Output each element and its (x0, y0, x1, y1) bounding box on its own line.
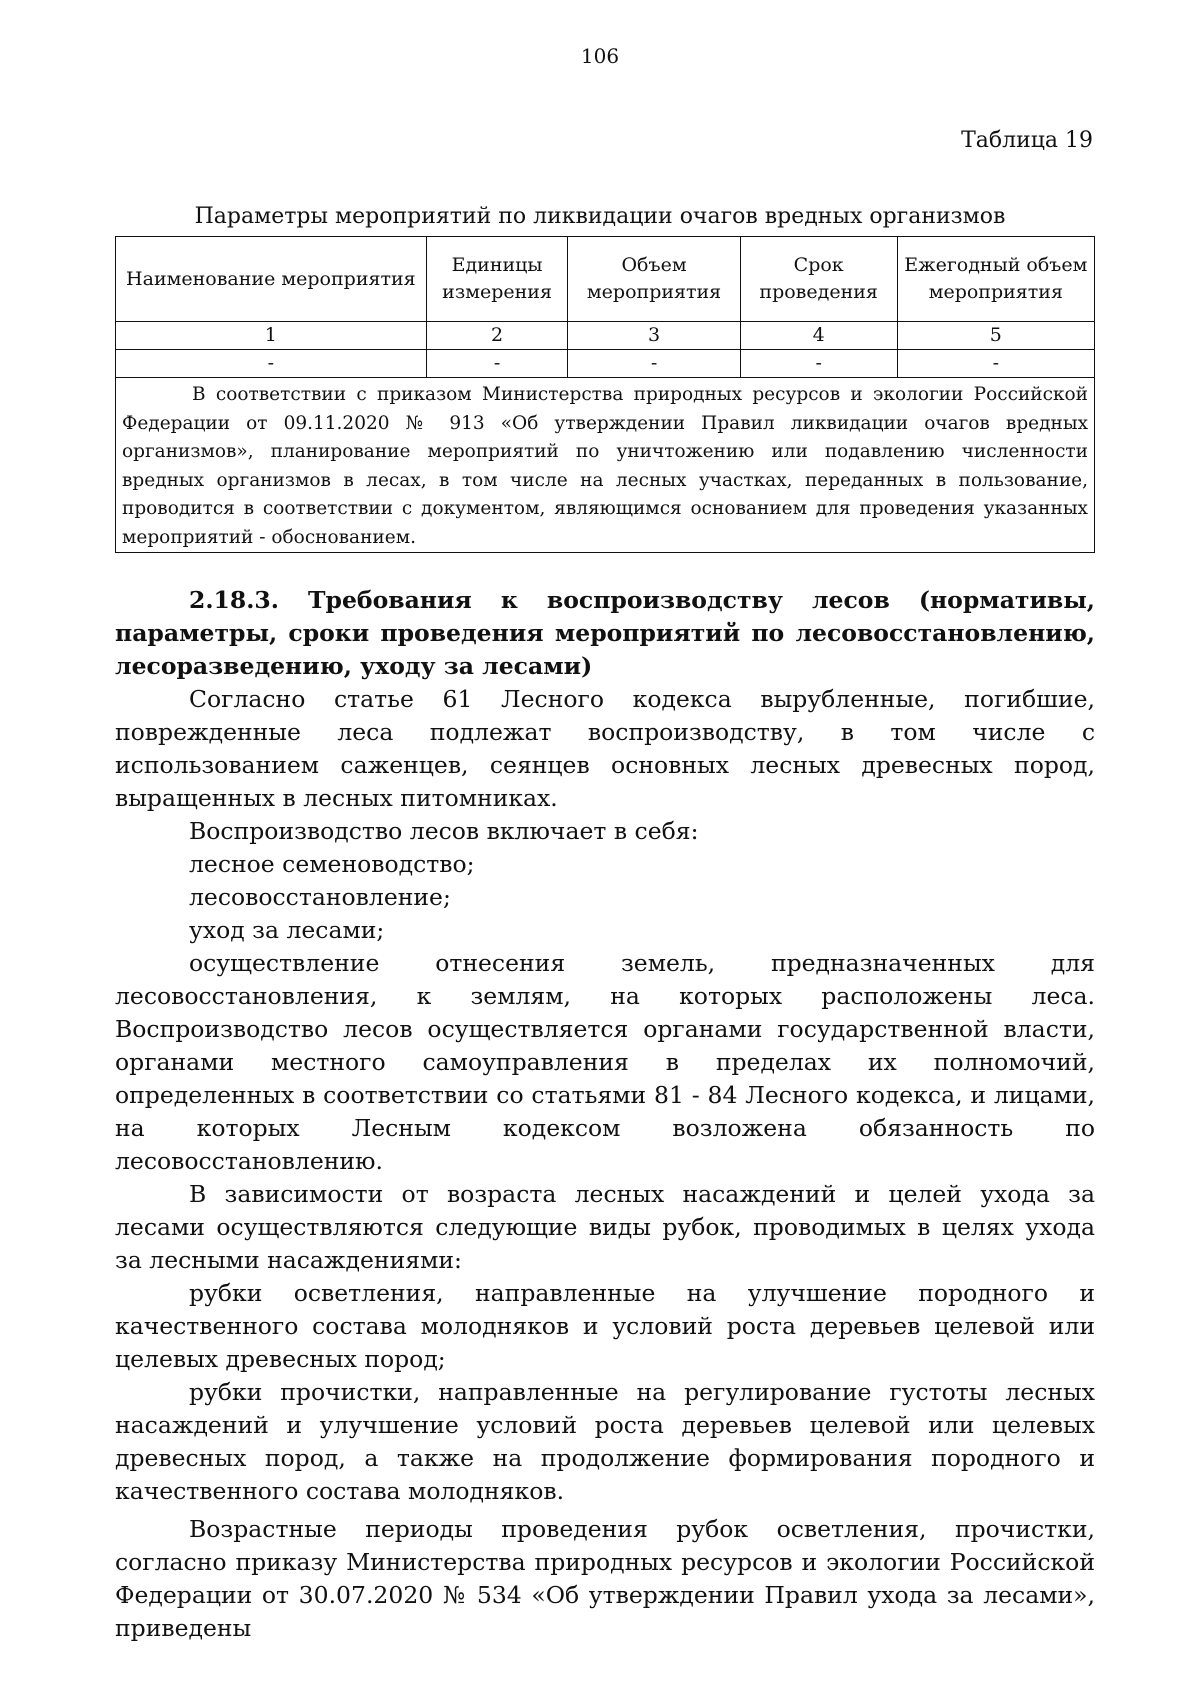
table-cell: - (426, 350, 568, 378)
list-item: рубки осветления, направленные на улучшение породного и качественного состава молодняков и условий роста деревьев целевой или целевых древесных пород; (115, 1279, 1095, 1373)
paragraph: Возрастные периоды проведения рубок осветления, прочистки, согласно приказу Министерства природных ресурсов и экологии Российской Федерации от 30.07.2020 № 534 «Об утверждении Правил ухода за лесами», приведены (115, 1515, 1095, 1642)
number-cell: 2 (426, 322, 568, 350)
section-heading: 2.18.3. Требования к воспроизводству лесов (нормативы, параметры, сроки проведения мероприятий по лесовосстановлению, лесоразведению, уходу за лесами) (115, 586, 1095, 680)
list-item: уход за лесами; (189, 916, 385, 944)
table-cell: - (116, 350, 427, 378)
header-cell: Объем мероприятия (568, 237, 740, 322)
page-number: 106 (580, 44, 620, 68)
table-number-row (116, 322, 1095, 350)
paragraph: Воспроизводство лесов включает в себя: (189, 817, 699, 845)
table-label: Таблица 19 (961, 128, 1093, 153)
header-cell: Срок проведения (740, 237, 897, 322)
number-cell: 5 (897, 322, 1094, 350)
section-body (115, 584, 1095, 1645)
header-cell: Ежегодный объем мероприятия (897, 237, 1094, 322)
table-cell: - (897, 350, 1094, 378)
list-item: лесное семеноводство; (189, 850, 475, 878)
number-cell: 3 (568, 322, 740, 350)
table-note-cell (116, 378, 1095, 553)
list-item: лесовосстановление; (189, 883, 451, 911)
paragraph: В зависимости от возраста лесных насаждений и целей ухода за лесами осуществляются следующие виды рубок, проводимых в целях ухода за лесными насаждениями: (115, 1180, 1095, 1274)
number-cell: 4 (740, 322, 897, 350)
table-title: Параметры мероприятий по ликвидации очагов вредных организмов (194, 204, 1006, 229)
table-header-row (116, 237, 1095, 322)
table-note-row (116, 378, 1095, 553)
number-cell: 1 (116, 322, 427, 350)
list-item: рубки прочистки, направленные на регулирование густоты лесных насаждений и улучшение условий роста деревьев целевой или целевых древесных пород, а также на продолжение формирования породного и качественного состава молодняков. (115, 1378, 1095, 1505)
table-cell: - (740, 350, 897, 378)
table-cell: - (568, 350, 740, 378)
paragraph: Согласно статье 61 Лесного кодекса вырубленные, погибшие, поврежденные леса подлежат воспроизводству, в том числе с использованием саженцев, сеянцев основных лесных древесных пород, выращенных в лесных питомниках. (115, 685, 1095, 812)
parameters-table (115, 236, 1095, 553)
list-item: осуществление отнесения земель, предназначенных для лесовосстановления, к землям, на которых расположены леса. Воспроизводство лесов осуществляется органами государственной власти, органами местного самоуправления в пределах их полномочий, определенных в соответствии со статьями 81 - 84 Лесного кодекса, и лицами, на которых Лесным кодексом возложена обязанность по лесовосстановлению. (115, 949, 1095, 1175)
header-cell: Наименование мероприятия (116, 237, 427, 322)
header-cell: Единицы измерения (426, 237, 568, 322)
table-note-text: В соответствии с приказом Министерства природных ресурсов и экологии Российской Федерации от 09.11.2020 № 913 «Об утверждении Правил ликвидации очагов вредных организмов», планирование мероприятий по уничтожению или подавлению численности вредных организмов в лесах, в том числе на лесных участках, переданных в пользование, проводится в соответствии с документом, являющимся основанием для проведения указанных мероприятий - обоснованием. (122, 384, 1088, 548)
table-row (116, 350, 1095, 378)
